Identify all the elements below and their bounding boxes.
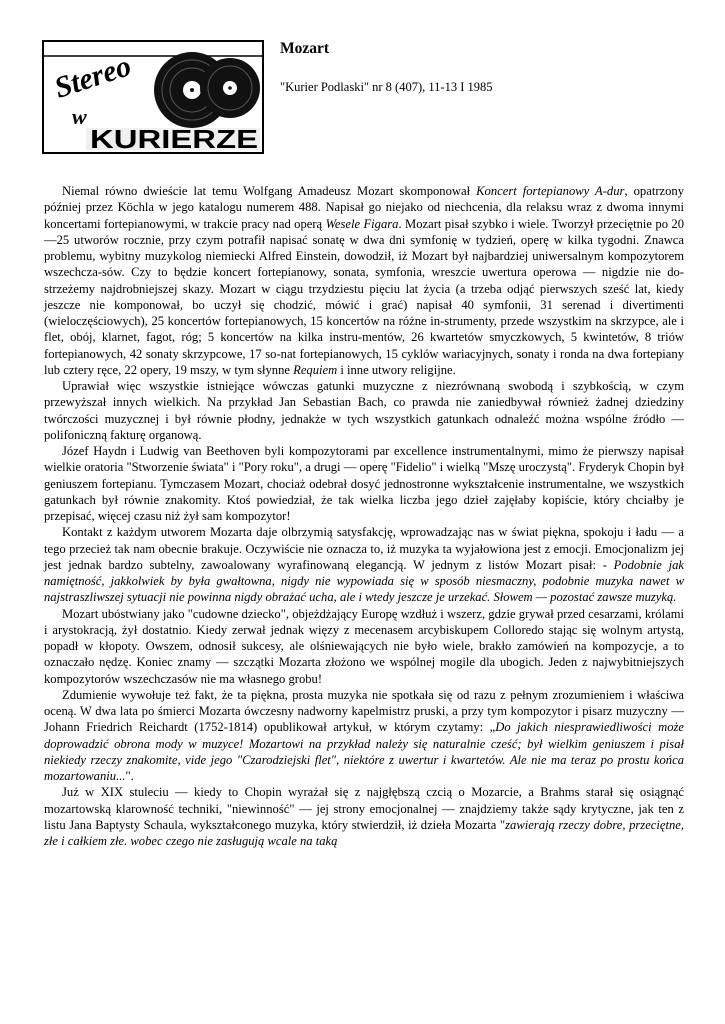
paragraph: Już w XIX stuleciu — kiedy to Chopin wyrażał się z najgłębszą czcią o Mozarcie, a Brahms starał się osiągnąć mozartowską klarowność techniki, "niewinność" — jej strony emocjonalnej — znajdziemy także sądy krytyczne, jak ten z listu Jana Baptysty Schaula, wykształconego muzyka, który stwierdził, iż dzieła Mozarta "zawierają rzeczy dobre, przeciętne, złe i całkiem złe. wobec czego nie zasługują wcale na taką [44, 785, 685, 848]
paragraph: Niemal równo dwieście lat temu Wolfgang Amadeusz Mozart skomponował Koncert fortepianowy A-dur, opatrzony później przez Köchla w jego katalogu numerem 488. Napisał go niejako od niechcenia, dla relaksu wraz z dwoma innymi koncertami fortepianowymi, w trakcie pracy nad operą Wesele Figara. Mozart pisał szybko i wiele. Tworzył przeciętnie po 20—25 utworów rocznie, przy czym potrafił napisać sonatę w dwa dni symfonię w tydzień, operę w kilka tygodni. Znawca problemu, wybitny muzykolog niemiecki Alfred Einstein, dowodził, iż Mozart był najbardziej uniwersalnym kompozytorem wszechcza-sów. Czy to będzie koncert fortepianowy, sonata, symfonia, wreszcie uwertura operowa — nigdzie nie do-strzeżemy najdrobniejszej skazy. Mozart w ciągu trzydziestu pięciu lat życia (a trzeba odjąć pierwszych sześć lat, kiedy jeszcze nie komponował, bo uczył się chodzić, mówić i grać) napisał 40 symfonii, 31 serenad i divertimenti (wieloczęściowych), 25 koncertów fortepianowych, 15 koncertów na różne in-strumenty, przede wszystkim na skrzypce, ale i flet, obój, klarnet, fagot, róg; 5 koncertów na kilka instru-mentów, 26 kwartetów smyczkowych, 5 kwintetów, 8 triów fortepianowych, 42 sonaty skrzypcowe, 17 so-nat fortepianowych, 15 cyklów wariacyjnych, sonaty i ronda na dwa fortepiany lub cztery ręce, 22 opery, 19 mszy, w tym słynne Requiem i inne utwory religijne. [44, 184, 685, 377]
paragraph: Zdumienie wywołuje też fakt, że ta piękna, prosta muzyka nie spotkała się od razu z pełnym zrozumieniem i właściwa oceną. W dwa lata po śmierci Mozarta ówczesny nadworny kapelmistrz pruski, a przy tym kompozytor i pisarz muzyczny — Johann Friedrich Reichardt (1752-1814) opublikował artykuł, w którym czytamy: „Do jakich niesprawiedliwości może doprowadzić obrona mody w muzyce! Mozartowi na przykład należy się naturalnie cześć; był wielkim geniuszem i pisał niekiedy rzeczy znakomite, vide jego "Czarodziejski flet", niektóre z uwertur i kwartetów. Ale nie ma teraz po prostu końca mozartowaniu...". [44, 687, 684, 783]
paragraph: Józef Haydn i Ludwig van Beethoven byli kompozytorami par excellence instrumentalnymi, mimo że pierwszy napisał wielkie oratoria "Stworzenie świata" i "Pory roku", a drugi — operę "Fidelio" i wielką "Mszę uroczystą". Fryderyk Chopin był geniuszem fortepianu. Tymczasem Mozart, chociaż odebrał dosyć jednostronne wykształcenie instrumentalne, we wszystkich gatunkach był równie znakomity. Ktoś powiedział, że tak wielka liczba jego dzieł zajęłaby kopiście, który chciałby je przepisać, więcej czasu niż żył sam kompozytor! [44, 444, 684, 523]
paragraph: Uprawiał więc wszystkie istniejące wówczas gatunki muzyczne z niezrównaną swobodą i szybkością, w czym przewyższał innych wielkich. Na przykład Jan Sebastian Bach, co prawda nie zaniedbywał również żadnej dziedziny twórczości muzycznej i był równie płodny, jednakże w tych wszystkich gatunkach odnaleźć można wspólne źródło — polifoniczną fakturę organową. [44, 379, 684, 442]
paragraph: Mozart ubóstwiany jako "cudowne dziecko", objeżdżający Europę wzdłuż i wszerz, gdzie grywał przed cesarzami, królami i arystokracją, żył dostatnio. Kiedy zerwał jednak więzy z mecenasem arcybiskupem Colloredo stając się wolnym artystą, popadł w kłopoty. Owszem, odnosił sukcesy, ale olśniewających nie było wiele, brakło zamówień na kompozycje, a to oznaczało nędzę. Koniec znamy — szczątki Mozarta złożono we wspólnej mogile dla ubogich. Jeden z najwybitniejszych kompozytorów wszechczasów nie ma własnego grobu! [44, 606, 684, 686]
article-title: Mozart [280, 40, 330, 57]
logo-stereo-word: Stereo [50, 49, 136, 105]
article-body [44, 183, 684, 849]
paragraph: Kontakt z każdym utworem Mozarta daje olbrzymią satysfakcję, wprowadzając nas w świat piękna, spokoju i ładu — a tego przecież tak nam obecnie brakuje. Oczywiście nie oznacza to, iż muzyka ta wyjałowiona jest z emocji. Emocjonalizm jej jest jednak bardzo subtelny, zawoalowany wyrafinowaną elegancją. W jednym z listów Mozart pisał: - Podobnie jak namiętność, jakkolwiek by była gwałtowna, nigdy nie wypowiada się w sposób niesmaczny, podobnie muzyka nawet w najstraszliwszej sytuacji nie powinna nigdy obrażać ucha, ale i wtedy jeszcze je urzekać. Słowem — pozostać zawsze muzyką. [44, 525, 684, 605]
logo-w-word: w [72, 104, 87, 129]
article-source: "Kurier Podlaski" nr 8 (407), 11-13 I 1985 [280, 80, 493, 94]
logo-kurierze-word: KURIERZE [90, 124, 258, 154]
vinyl-record-icon [200, 58, 260, 118]
stereo-w-kurierze-logo [42, 40, 264, 154]
